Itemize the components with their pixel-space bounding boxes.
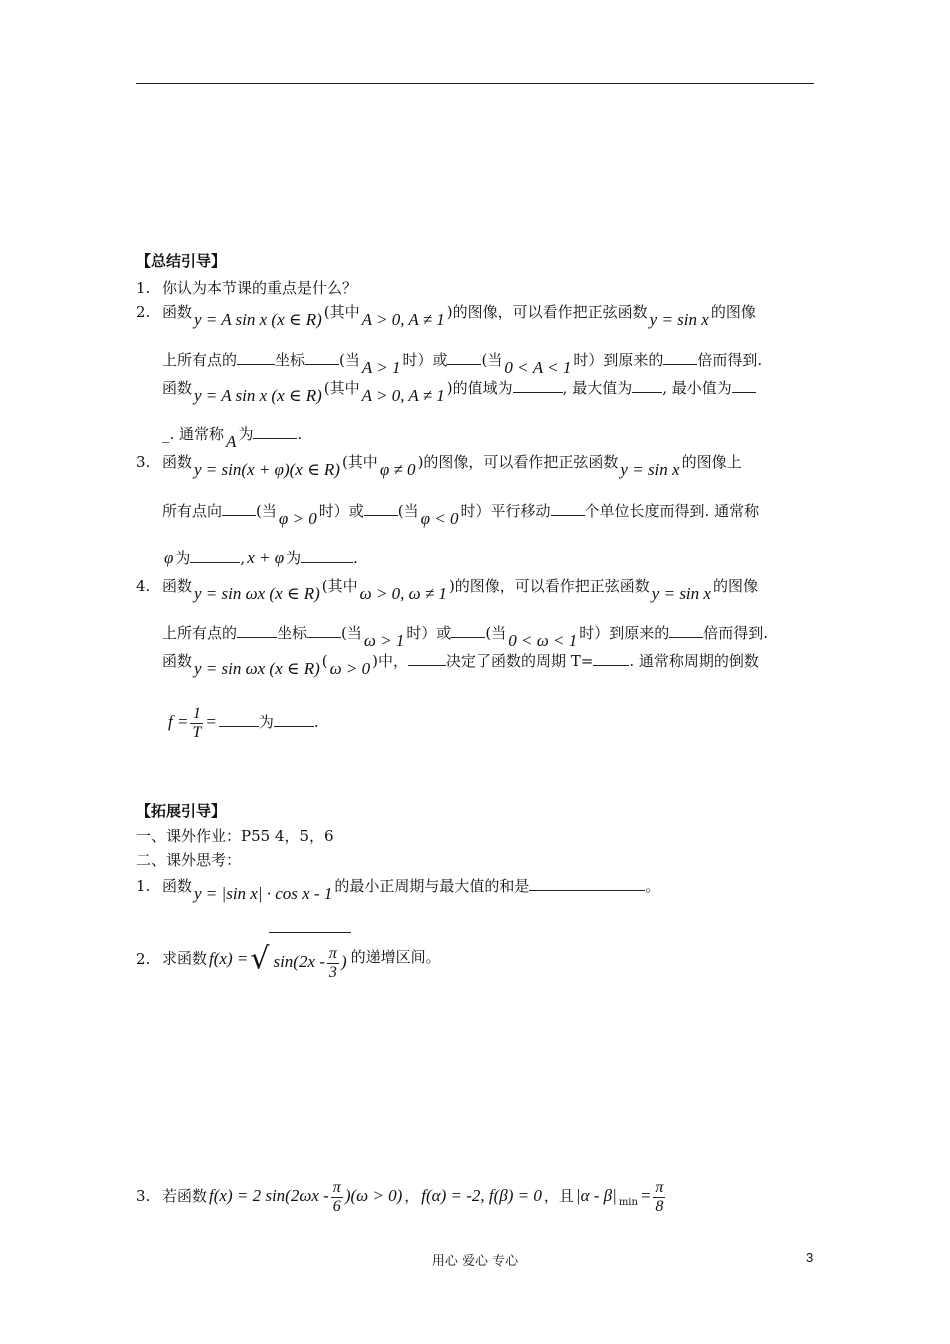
text: 时）或 [318,502,364,520]
math-expression: f(α) = -2, f(β) = 0 [421,1186,542,1205]
q3-number: 3. [136,453,151,471]
text: )的图像，可以看作把正弦函数 [448,577,650,595]
text: 函数 [162,379,193,397]
fraction-numerator: π [332,1178,341,1196]
blank[interactable] [593,651,629,666]
blank[interactable] [301,548,353,563]
math-expression: y = sin ωx (x ∈ R) [194,659,320,678]
text: 的图像上 [681,453,742,471]
text: 时）或 [406,624,452,642]
text: (当 [485,624,507,642]
text: 时）到原来的 [573,351,664,369]
math-expression: y = sin ωx (x ∈ R) [194,584,320,603]
math-expression: f(x) = [209,948,249,968]
text: 倍而得到. [703,624,768,642]
text: 所有点向 [162,502,223,520]
math-expression: 0 < A < 1 [504,358,572,377]
blank[interactable] [364,501,398,516]
answer-blank[interactable] [529,876,645,891]
math-expression: A [226,432,237,451]
text: 个单位长度而得到. 通常称 [584,502,760,520]
math-expression: y = A sin x (x ∈ R) [194,310,322,329]
math-expression: 0 < ω < 1 [508,631,578,650]
math-expression: A > 0, A ≠ 1 [361,310,445,329]
text: ， [404,1187,420,1205]
text: )的图像，可以看作把正弦函数 [417,453,619,471]
blank[interactable] [222,501,256,516]
text: )中， [372,652,408,670]
fraction-numerator: 1 [190,705,203,724]
math-expression: f = [168,712,189,731]
q4-number: 4. [136,577,151,595]
text: 上所有点的 [162,351,238,369]
blank[interactable] [632,378,662,393]
q4-line-2 [162,623,768,650]
blank[interactable] [732,378,756,393]
math-expression: y = A sin x (x ∈ R) [194,386,322,405]
q4-line-4 [166,700,319,744]
e1-number: 1. [136,877,151,895]
text: (当 [397,502,419,520]
e1-line [136,876,661,903]
header-rule [136,83,814,84]
text: (当 [256,502,277,520]
text: . [313,713,319,731]
fraction-denominator: 6 [332,1197,341,1215]
text: . 通常称周期的倒数 [629,652,759,670]
q3-line-1 [136,452,742,479]
e3-number: 3. [136,1187,151,1205]
fraction-denominator: 3 [328,963,337,981]
blank[interactable] [513,378,563,393]
e2-line [136,932,441,987]
q4-line-3 [162,651,759,678]
math-expression: x + φ [247,548,285,567]
blank[interactable] [307,623,341,638]
text: , 最小值为 [662,379,732,397]
text: (当 [481,351,503,369]
thinking-line: 二、课外思考： [136,851,242,869]
blank[interactable] [663,350,697,365]
text: 。 [645,877,661,895]
q2-number: 2. [136,303,151,321]
text: 坐标 [277,624,308,642]
text: 函数 [162,577,193,595]
text: 时）到原来的 [579,624,670,642]
fraction [653,1179,665,1216]
blank[interactable] [447,350,481,365]
math-expression: |α - β| [575,1186,617,1205]
blank[interactable] [669,623,703,638]
blank[interactable] [451,623,485,638]
math-expression: A > 1 [361,358,401,377]
text: . [353,549,358,567]
fraction-numerator: π [655,1178,664,1196]
homework-line: 一、课外作业：P55 4，5，6 [136,827,334,845]
q3-line-3 [162,548,358,568]
text: (其中 [341,453,378,471]
fraction [331,1179,343,1216]
sqrt-symbol: √ [250,941,270,977]
text: 时）或 [402,351,448,369]
text: ( [321,652,328,670]
blank[interactable] [551,501,585,516]
math-expression: φ > 0 [278,509,317,528]
fraction [190,705,203,742]
math-expression: A > 0, A ≠ 1 [361,386,445,405]
text: 为 [238,425,254,443]
blank[interactable] [408,651,446,666]
blank[interactable] [305,350,339,365]
blank[interactable] [274,712,314,727]
math-expression: = [639,1186,652,1205]
math-expression: y = sin x [651,584,711,603]
text: 的图像 [712,577,758,595]
fraction [327,945,339,982]
e3-line [136,1174,665,1225]
math-expression: y = sin x [620,460,680,479]
text: 上所有点的 [162,624,238,642]
math-expression: φ [164,548,174,567]
q2-line-1 [136,302,756,329]
math-expression: ω > 0, ω ≠ 1 [359,584,447,603]
text: (其中 [323,303,360,321]
math-expression: ω > 1 [363,631,405,650]
text: . [297,425,303,443]
math-expression: sin(2x - [273,952,325,971]
text: , 最大值为 [562,379,633,397]
text: 的递增区间。 [350,948,441,966]
text: 函数 [162,303,193,321]
text: )的图像，可以看作把正弦函数 [446,303,648,321]
math-expression: y = sin(x + φ)(x ∈ R) [194,460,340,479]
text: (当 [341,624,362,642]
text: )的值域为 [446,379,513,397]
math-expression: )(ω > 0) [344,1186,403,1205]
text: (当 [339,351,360,369]
text: 求函数 [162,949,208,968]
q2-line-4 [162,424,303,451]
text: 函数 [162,453,193,471]
math-expression: φ ≠ 0 [379,460,416,479]
text: 时）平行移动 [460,502,551,520]
math-expression: ) [340,952,347,971]
math-expression: y = sin x [649,310,709,329]
text: 若函数 [162,1187,208,1205]
q1-number: 1. [136,279,151,297]
math-expression: = [205,712,217,731]
text: 的最小正周期与最大值的和是 [334,877,530,895]
text: 坐标 [275,351,306,369]
text: 为 [258,713,274,731]
fraction-numerator: π [328,944,337,962]
text: 函数 [162,877,193,895]
footer-text: 用心 爱心 专心 [431,1254,519,1269]
text: 为 [175,549,191,567]
e2-number: 2. [136,949,151,968]
text: 决定了函数的周期 T= [445,652,594,670]
fraction-denominator: 8 [655,1197,664,1215]
blank[interactable] [219,712,259,727]
text: 倍而得到. [697,351,763,369]
sqrt-radicand [269,932,350,987]
page-number: 3 [806,1250,814,1265]
blank[interactable] [253,424,297,439]
text: _. 通常称 [162,425,225,443]
text: ，且 [543,1187,574,1205]
subscript: min [618,1197,638,1208]
math-expression: φ < 0 [420,509,459,528]
blank[interactable] [190,548,240,563]
text: , [240,549,246,567]
math-expression: y = |sin x| · cos x - 1 [194,884,333,903]
q1-text: 你认为本节课的重点是什么？ [162,279,358,297]
q2-line-2 [162,350,763,377]
blank[interactable] [237,350,275,365]
text: (其中 [321,577,358,595]
text: (其中 [323,379,360,397]
text: 为 [286,549,302,567]
fraction-denominator: T [192,723,202,741]
extension-heading: 【拓展引导】 [136,802,227,820]
text: 函数 [162,652,193,670]
math-expression: f(x) = 2 sin(2ωx - [209,1186,329,1205]
blank[interactable] [237,623,277,638]
text: 的图像 [710,303,756,321]
q1-line [136,278,357,298]
q3-line-2 [162,501,760,528]
math-expression: ω > 0 [329,659,371,678]
q4-line-1 [136,576,758,603]
q2-line-3 [162,378,756,405]
summary-heading: 【总结引导】 [136,252,227,270]
